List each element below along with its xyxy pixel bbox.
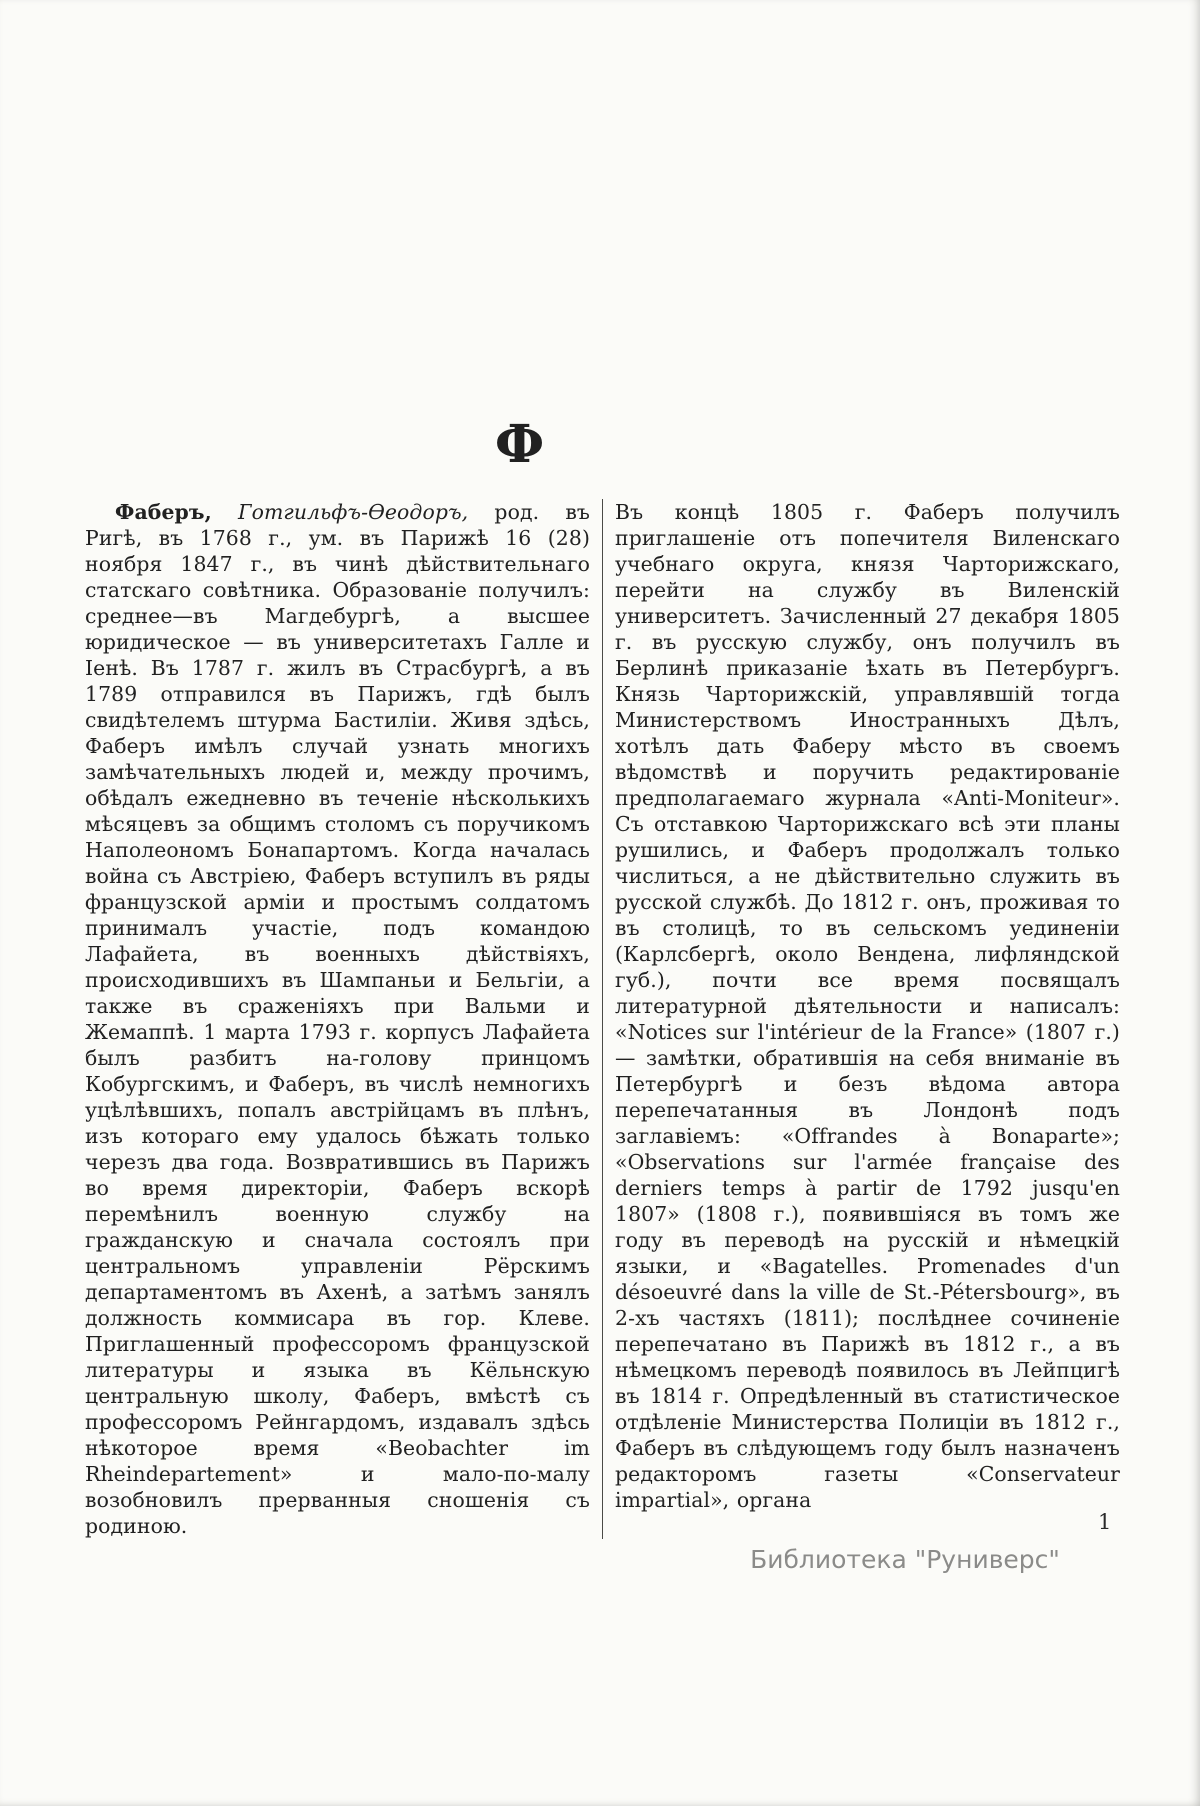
watermark-runivers: Библиотека "Руниверс": [750, 1545, 1060, 1574]
right-column: [615, 499, 1120, 1539]
article-paragraph-left: [85, 499, 590, 1539]
text-columns: [85, 499, 1120, 1539]
article-person-name: Готгильфъ-Ѳеодоръ,: [238, 500, 469, 524]
right-column-text: Въ концѣ 1805 г. Фаберъ получилъ приглашеніе отъ попечителя Виленскаго учебнаго округа, князя Чарторижскаго, перейти на службу въ Виленскій университетъ. Зачисленный 27 декабря 1805 г. въ русскую службу, онъ получилъ въ Берлинѣ приказаніе ѣхать въ Петербургъ. Князь Чарторижскій, управлявшій тогда Министерствомъ Иностранныхъ Дѣлъ, хотѣлъ дать Фаберу мѣсто въ своемъ вѣдомствѣ и поручить редактированіе предполагаемаго журнала «Anti-Moniteur». Съ отставкою Чарторижскаго всѣ эти планы рушились, и Фаберъ продолжалъ только числиться, а не дѣйствительно служить въ русской службѣ. До 1812 г. онъ, проживая то въ столицѣ, то въ сельскомъ уединеніи (Карлсбергѣ, около Вендена, лифляндской губ.), почти все время посвящалъ литературной дѣятельности и написалъ: «Notices sur l'intérieur de la France» (1807 г.) — замѣтки, обратившія на себя вниманіе въ Петербургѣ и безъ вѣдома автора перепечатанныя въ Лондонѣ подъ заглавіемъ: «Offrandes à Bonaparte»; «Observations sur l'armée française des derniers temps à partir de 1792 jusqu'en 1807» (1808 г.), появившіяся въ томъ же году въ переводѣ на русскій и нѣмецкій языки, и «Bagatelles. Promenades d'un désoeuvré dans la ville de St.-Pétersbourg», въ 2-хъ частяхъ (1811); послѣднее сочиненіе перепечатано въ Парижѣ въ 1812 г., а въ нѣмецкомъ переводѣ появилось въ Лейпцигѣ въ 1814 г. Опредѣленный въ статистическое отдѣленіе Министерства Полиціи въ 1812 г., Фаберъ въ слѣдующемъ году былъ назначенъ редакторомъ газеты «Conservateur impartial», органа: [615, 500, 1120, 1512]
left-column: [85, 499, 590, 1539]
column-divider: [602, 499, 603, 1539]
left-column-text: род. въ Ригѣ, въ 1768 г., ум. въ Парижѣ 16 (28) ноября 1847 г., въ чинѣ дѣйствительнаго статскаго совѣтника. Образованіе получилъ: среднее—въ Магдебургѣ, а высшее юридическое — въ университетахъ Галле и Іенѣ. Въ 1787 г. жилъ въ Страсбургѣ, а въ 1789 отправился въ Парижъ, гдѣ былъ свидѣтелемъ штурма Бастиліи. Живя здѣсь, Фаберъ имѣлъ случай узнать многихъ замѣчательныхъ людей и, между прочимъ, обѣдалъ ежедневно въ теченіе нѣсколькихъ мѣсяцевъ за общимъ столомъ съ поручикомъ Наполеономъ Бонапартомъ. Когда началась война съ Австріею, Фаберъ вступилъ въ ряды французской арміи и простымъ солдатомъ принималъ участіе, подъ командою Лафайета, въ военныхъ дѣйствіяхъ, происходившихъ въ Шампаньи и Бельгіи, а также въ сраженіяхъ при Вальми и Жемаппѣ. 1 марта 1793 г. корпусъ Лафайета былъ разбитъ на-голову принцомъ Кобургскимъ, и Фаберъ, въ числѣ немногихъ уцѣлѣвшихъ, попалъ австрійцамъ въ плѣнъ, изъ котораго ему удалось бѣжать только черезъ два года. Возвратившись въ Парижъ во время директоріи, Фаберъ вскорѣ перемѣнилъ военную службу на гражданскую и сначала состоялъ при центральномъ управленіи Рёрскимъ департаментомъ въ Ахенѣ, а затѣмъ занялъ должность коммисара въ гор. Клеве. Приглашенный профессоромъ французской литературы и языка въ Кёльнскую центральную школу, Фаберъ, вмѣстѣ съ профессоромъ Рейнгардомъ, издавалъ здѣсь нѣкоторое время «Beobachter im Rheindepartement» и мало-по-малу возобновилъ прерванныя сношенія съ родиною.: [85, 500, 590, 1538]
section-letter: Ф: [494, 414, 546, 475]
page-number: 1: [1098, 1510, 1112, 1534]
article-paragraph-right: [615, 499, 1120, 1513]
article-headword: Фаберъ,: [115, 500, 212, 524]
